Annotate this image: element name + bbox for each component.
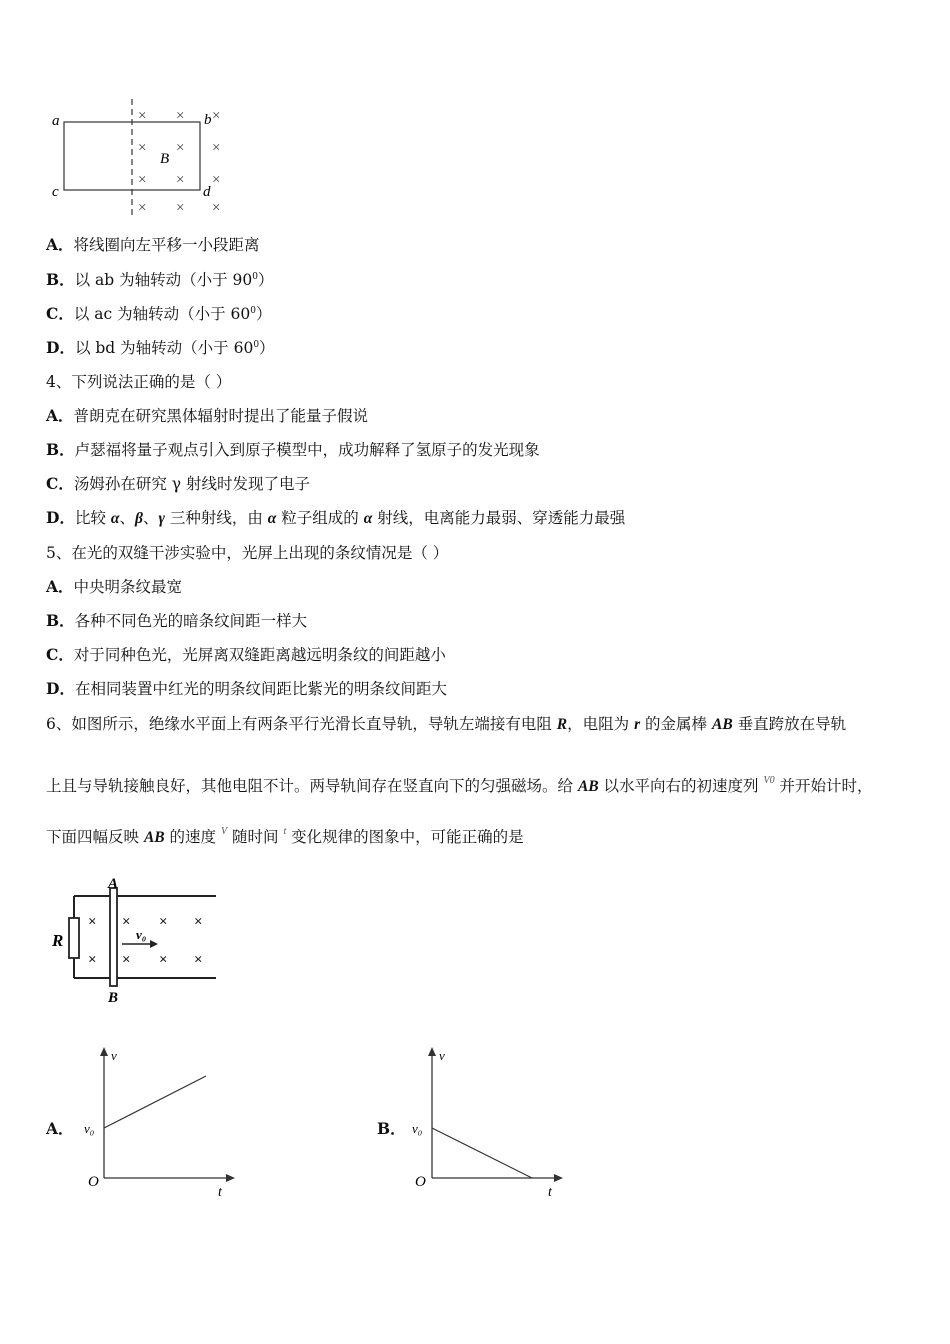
q5-option-a [46, 577, 182, 597]
q6-text: 垂直跨放在导轨 [732, 715, 847, 733]
option-text: 汤姆孙在研究 γ 射线时发现了电子 [73, 475, 310, 493]
rail-rod-figure [46, 872, 226, 1007]
option-text: 卢瑟福将量子观点引入到原子模型中，成功解释了氢原子的发光现象 [74, 441, 540, 459]
q4-option-c [46, 474, 310, 494]
coil-field-figure [46, 95, 246, 220]
rod-label-a: A [108, 876, 119, 892]
corner-label-c: c [52, 184, 59, 200]
option-letter: A． [46, 235, 74, 254]
resistance-r-symbol: r [634, 716, 641, 733]
field-cross: × [159, 914, 168, 930]
question-6-line-3 [46, 827, 524, 850]
field-cross: × [122, 952, 131, 968]
alpha-symbol: α [267, 510, 277, 527]
field-label-b: B [160, 151, 170, 167]
axis-label-t: t [548, 1185, 552, 1200]
alpha-symbol: α [363, 510, 373, 527]
field-cross: × [212, 172, 221, 188]
option-text: 将线圈向左平移一小段距离 [73, 236, 260, 254]
separator: 、 [142, 509, 159, 527]
option-letter: B． [46, 270, 75, 289]
option-letter: D． [46, 508, 75, 527]
v-small-symbol: V [220, 826, 228, 837]
field-cross: × [138, 140, 147, 156]
field-cross: × [88, 952, 97, 968]
field-cross: × [176, 172, 185, 188]
field-cross: × [212, 140, 221, 156]
axis-label-v: v [439, 1048, 445, 1063]
option-letter: D． [46, 338, 75, 357]
q5-option-d [46, 679, 447, 699]
graph-b-letter: B． [377, 1119, 406, 1138]
rod-ab-symbol: AB [711, 716, 733, 733]
q6-text: 随时间 [227, 828, 284, 846]
q6-text: 6、如图所示，绝缘水平面上有两条平行光滑长直导轨，导轨左端接有电阻 [46, 715, 557, 733]
v0-label: v₀ [412, 1121, 423, 1136]
v0-label: v₀ [84, 1121, 95, 1136]
option-text: 以 ab 为轴转动（小于 90 [74, 271, 253, 289]
question-5-stem: 5、在光的双缝干涉实验中，光屏上出现的条纹情况是（ ） [46, 544, 449, 562]
q6-text: 变化规律的图象中，可能正确的是 [286, 828, 524, 846]
option-text-end: ） [258, 271, 274, 289]
field-cross: × [138, 172, 147, 188]
rod-ab-symbol: AB [577, 778, 599, 795]
q4-option-d [46, 508, 625, 529]
graph-b [410, 1042, 570, 1202]
axis-label-v: v [111, 1048, 117, 1063]
option-text: 粒子组成的 [276, 509, 364, 527]
field-cross: × [122, 914, 131, 930]
q6-text: 下面四幅反映 [46, 828, 144, 846]
field-cross: × [194, 914, 203, 930]
t-small-symbol: t [283, 826, 287, 837]
alpha-symbol: α [110, 510, 120, 527]
corner-label-d: d [203, 184, 211, 200]
field-cross: × [176, 200, 185, 216]
degree-sup: 0 [250, 305, 257, 316]
velocity-label: v₀ [136, 927, 147, 942]
q5-option-b [46, 611, 307, 631]
origin-label: O [415, 1174, 426, 1190]
question-6-line-2 [46, 776, 873, 799]
q6-text: 的金属棒 [640, 715, 712, 733]
v0-small-symbol: V0 [763, 775, 775, 786]
q4-option-b [46, 440, 540, 460]
q6-text: 上且与导轨接触良好，其他电阻不计。两导轨间存在竖直向下的匀强磁场。给 [46, 777, 578, 795]
origin-label: O [88, 1174, 99, 1190]
option-text: 射线，电离能力最弱、穿透能力最强 [372, 509, 626, 527]
option-b [46, 270, 274, 290]
option-d [46, 338, 275, 358]
q5-option-c [46, 645, 446, 665]
option-letter: A． [46, 406, 74, 425]
field-cross: × [176, 108, 185, 124]
q4-option-a [46, 406, 368, 426]
option-a [46, 235, 260, 255]
beta-symbol: β [134, 510, 143, 527]
q6-text: 以水平向右的初速度列 [598, 777, 764, 795]
option-letter: B． [46, 440, 75, 459]
degree-sup: 0 [253, 339, 260, 350]
gamma-symbol: γ [158, 510, 165, 527]
field-cross: × [176, 140, 185, 156]
option-c [46, 304, 272, 324]
field-cross: × [88, 914, 97, 930]
rod-label-b: B [108, 990, 119, 1006]
graph-a-letter: A． [46, 1119, 74, 1138]
metal-rod [110, 888, 117, 986]
option-text: 以 ac 为轴转动（小于 60 [73, 305, 251, 323]
option-letter: B． [46, 611, 75, 630]
field-cross: × [212, 108, 221, 124]
q6-text: ，电阻为 [567, 715, 635, 733]
option-text-end: ） [256, 305, 272, 323]
degree-sup: 0 [252, 271, 259, 282]
field-cross: × [159, 952, 168, 968]
option-text: 中央明条纹最宽 [73, 578, 183, 596]
q6-text: 并开始计时， [774, 777, 873, 795]
field-cross: × [138, 108, 147, 124]
option-text-end: ） [259, 339, 275, 357]
option-letter: C． [46, 645, 74, 664]
separator: 、 [119, 509, 135, 527]
option-letter: D． [46, 679, 75, 698]
graph-a [80, 1042, 240, 1202]
field-cross: × [138, 200, 147, 216]
option-letter: C． [46, 304, 74, 323]
field-cross: × [194, 952, 203, 968]
field-cross: × [212, 200, 221, 216]
resistor-symbol: R [556, 716, 568, 733]
option-text: 以 bd 为轴转动（小于 60 [74, 339, 254, 357]
question-6-line-1 [46, 714, 846, 735]
option-letter: C． [46, 474, 74, 493]
corner-label-b: b [204, 112, 212, 128]
option-text: 在相同装置中红光的明条纹间距比紫光的明条纹间距大 [74, 680, 447, 698]
option-text: 普朗克在研究黑体辐射时提出了能量子假说 [73, 407, 369, 425]
velocity-line [104, 1076, 206, 1128]
rod-ab-symbol: AB [143, 829, 165, 846]
corner-label-a: a [52, 113, 60, 129]
resistor [69, 918, 79, 958]
q6-text: 的速度 [164, 828, 221, 846]
option-text: 比较 [74, 509, 111, 527]
resistor-label: R [52, 931, 64, 950]
option-letter: A． [46, 577, 74, 596]
option-text: 三种射线，由 [164, 509, 268, 527]
velocity-line [432, 1128, 532, 1178]
question-4-stem: 4、下列说法正确的是（ ） [46, 373, 232, 391]
option-text: 对于同种色光，光屏离双缝距离越远明条纹的间距越小 [73, 646, 446, 664]
option-text: 各种不同色光的暗条纹间距一样大 [74, 612, 308, 630]
axis-label-t: t [218, 1185, 222, 1200]
